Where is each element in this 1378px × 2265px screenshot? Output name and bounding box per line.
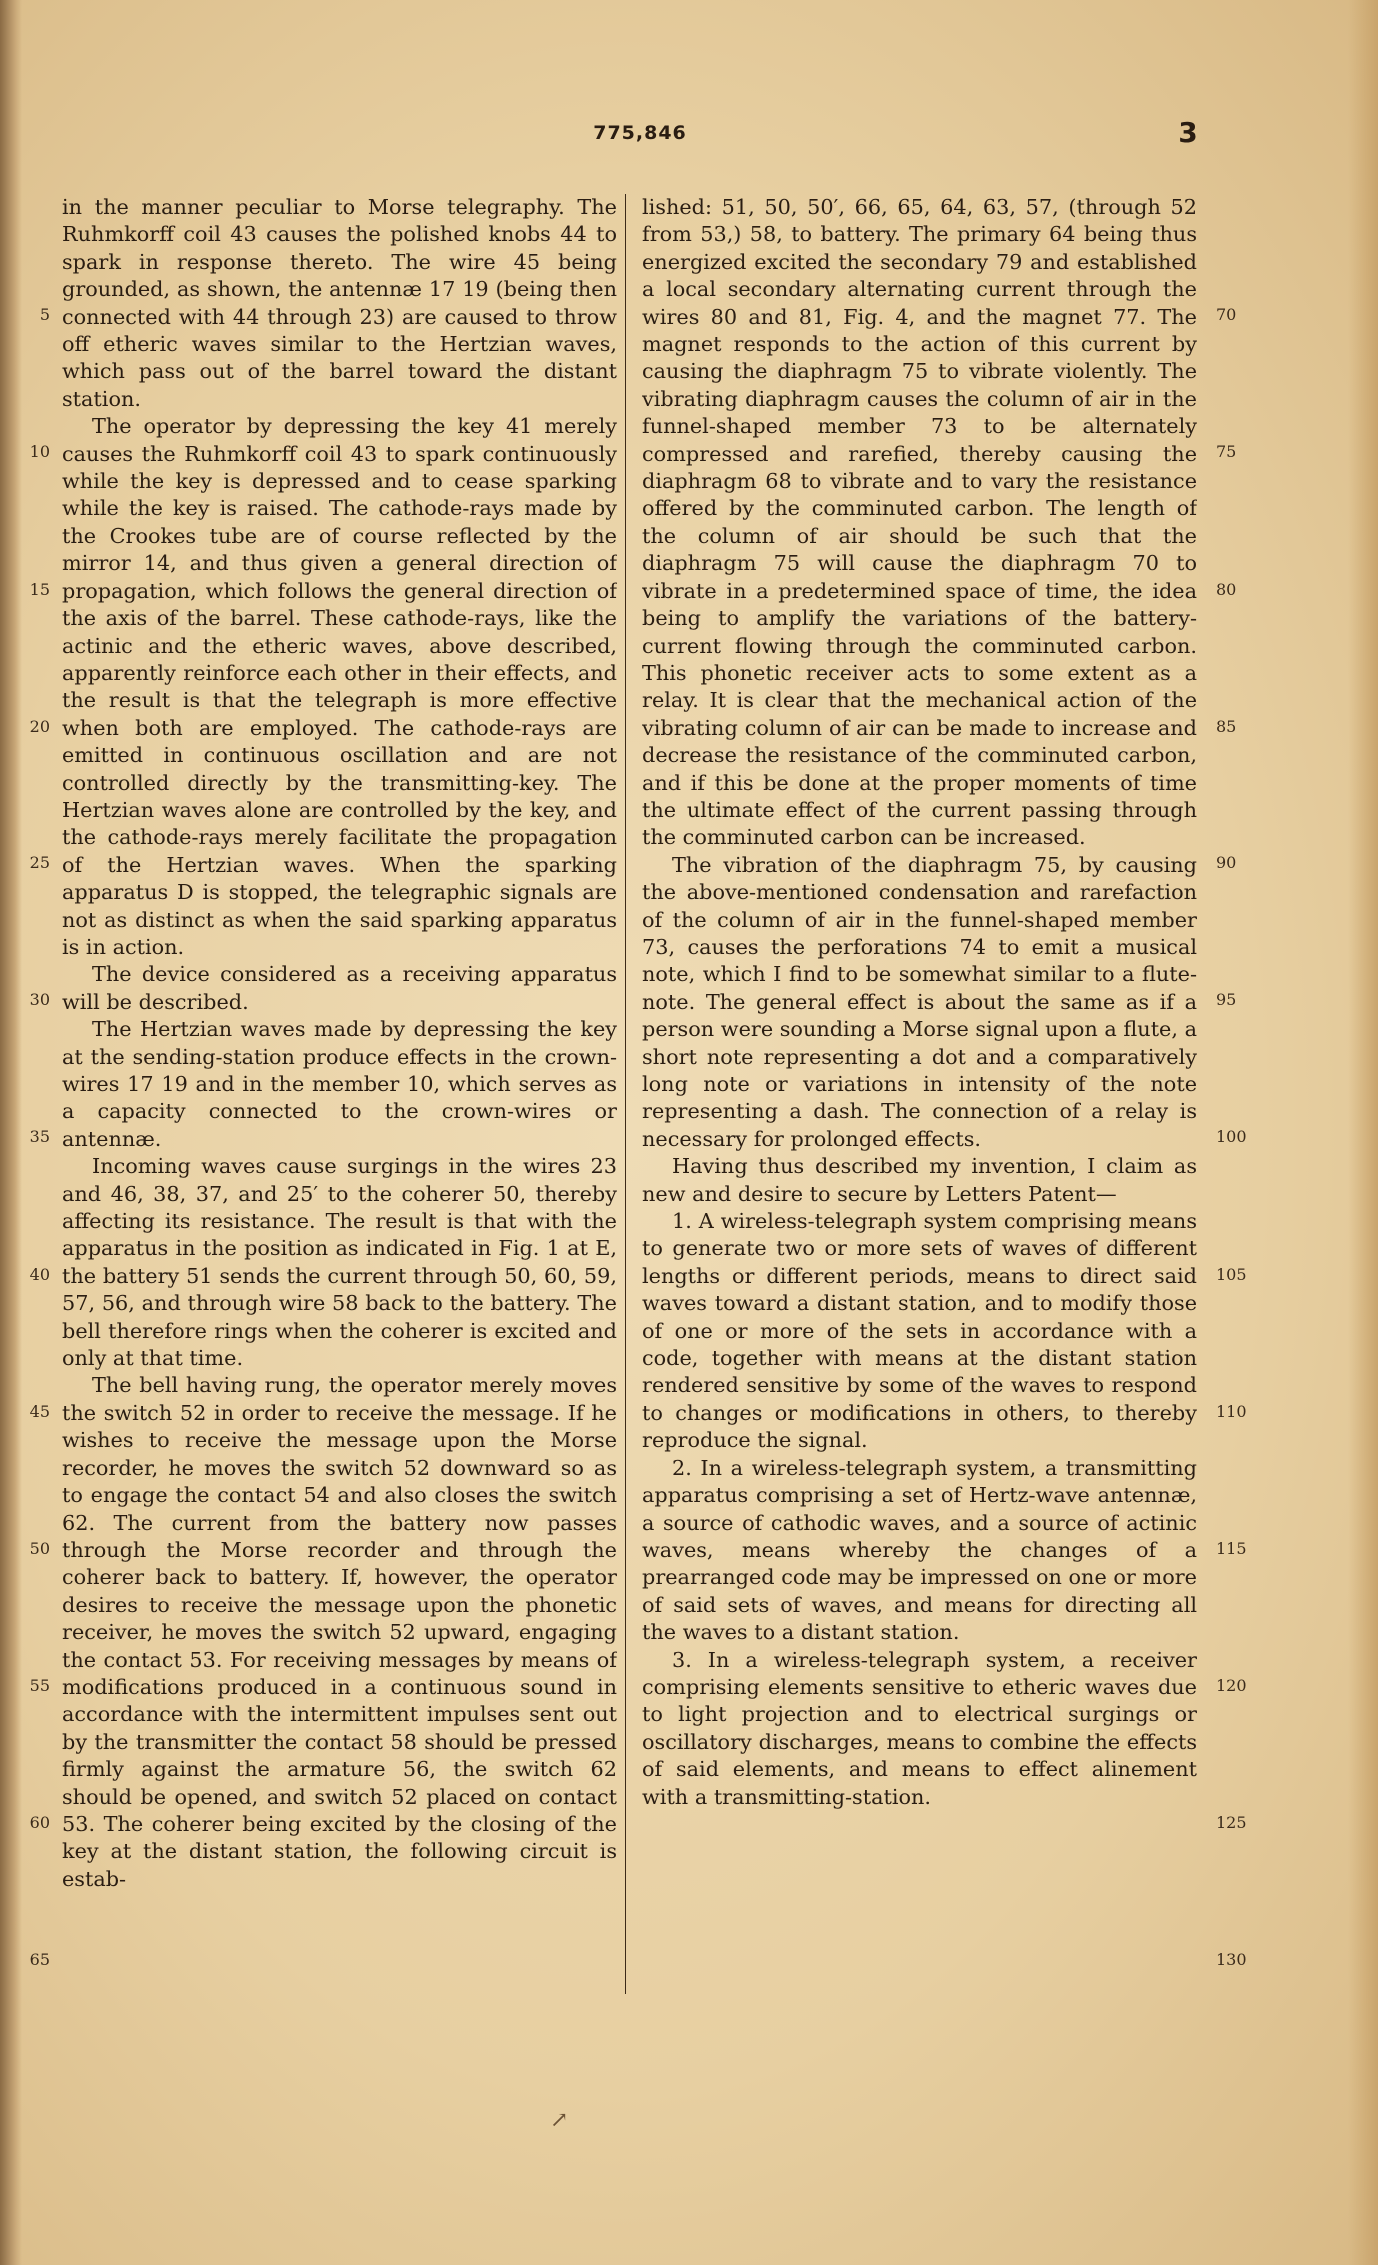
line-number: 80: [1216, 580, 1237, 599]
line-number: 5: [39, 305, 50, 324]
line-number: 70: [1216, 305, 1237, 324]
paragraph: The bell having rung, the operator merely moves the switch 52 in order to receive the message. If he wishes to receive the message upon the Morse recorder, he moves the switch 52 downward so as to engage the contact 54 and also closes the switch 62. The current from the battery now passes through the Morse recorder and through the coherer back to battery. If, however, the operator desires to receive the message upon the phonetic receiver, he moves the switch 52 upward, engaging the contact 53. For receiving messages by means of modifications produced in a continuous sound in accordance with the intermittent impulses sent out by the transmitter the contact 58 should be pressed firmly against the armature 56, the switch 62 should be opened, and switch 52 placed on contact 53. The coherer being excited by the closing of the key at the distant station, the following circuit is estab-: [62, 1373, 617, 1891]
paragraph: Having thus described my invention, I claim as new and desire to secure by Letters Patent—: [642, 1154, 1197, 1206]
paragraph: lished: 51, 50, 50′, 66, 65, 64, 63, 57, (through 52 from 53,) 58, to battery. The primary 64 being thus energized excited the secondary 79 and established a local secondary alternating current through the wires 80 and 81, Fig. 4, and the magnet 77. The magnet responds to the action of this current by causing the diaphragm 75 to vibrate violently. The vibrating diaphragm causes the column of air in the funnel-shaped member 73 to be alternately compressed and rarefied, thereby causing the diaphragm 68 to vibrate and to vary the resistance offered by the comminuted carbon. The length of the column of air should be such that the diaphragm 75 will cause the diaphragm 70 to vibrate in a predetermined space of time, the idea being to amplify the variations of the battery-current flowing through the comminuted carbon. This phonetic receiver acts to some extent as a relay. It is clear that the mechanical action of the vibrating column of air can be made to increase and decrease the resistance of the comminuted carbon, and if this be done at the proper moments of time the ultimate effect of the current passing through the comminuted carbon can be increased.: [642, 195, 1197, 850]
pen-mark-icon: ↗: [550, 2108, 569, 2133]
page-edge-shadow: [1348, 0, 1378, 2265]
line-number: 40: [29, 1265, 50, 1284]
line-number: 95: [1216, 990, 1237, 1009]
paragraph: in the manner peculiar to Morse telegraphy. The Ruhmkorff coil 43 causes the polished knobs 44 to spark in response thereto. The wire 45 being grounded, as shown, the antennæ 17 19 (being then connected with 44 through 23) are caused to throw off etheric waves similar to the Hertzian waves, which pass out of the barrel toward the distant station.: [62, 195, 617, 411]
claim: 3. In a wireless-telegraph system, a receiver comprising elements sensitive to etheric waves due to light projection and to electrical surgings or oscillatory discharges, means to combine the effects of said elements, and means to effect alinement with a transmitting-station.: [642, 1647, 1197, 1809]
line-number: 35: [29, 1127, 50, 1146]
line-number: 125: [1216, 1813, 1247, 1832]
claim: 2. In a wireless-telegraph system, a transmitting apparatus comprising a set of Hertz-wave antennæ, a source of cathodic waves, and a source of actinic waves, means whereby the changes of a prearranged code may be impressed on one or more of said sets of waves, and means for directing all the waves to a distant station.: [642, 1455, 1197, 1645]
line-number: 100: [1216, 1127, 1247, 1146]
line-number: 25: [29, 853, 50, 872]
line-number: 15: [29, 580, 50, 599]
line-number: 55: [29, 1676, 50, 1695]
line-number: 10: [29, 442, 50, 461]
line-number: 130: [1216, 1950, 1247, 1969]
line-number: 50: [29, 1539, 50, 1558]
paragraph: The Hertzian waves made by depressing the key at the sending-station produce effects in the crown-wires 17 19 and in the member 10, which serves as a capacity connected to the crown-wires or antennæ.: [62, 1017, 617, 1151]
patent-number: 775,846: [593, 122, 687, 144]
line-number: 45: [29, 1402, 50, 1421]
line-number: 110: [1216, 1402, 1247, 1421]
line-number: 65: [29, 1950, 50, 1969]
line-number: 120: [1216, 1676, 1247, 1695]
column-divider: [625, 194, 626, 1994]
paragraph: The operator by depressing the key 41 merely causes the Ruhmkorff coil 43 to spark continuously while the key is depressed and to cease sparking while the key is raised. The cathode-rays made by the Crookes tube are of course reflected by the mirror 14, and thus given a general direction of propagation, which follows the general direction of the axis of the barrel. These cathode-rays, like the actinic and the etheric waves, above described, apparently reinforce each other in their effects, and the result is that the telegraph is more effective when both are employed. The cathode-rays are emitted in continuous oscillation and are not controlled directly by the transmitting-key. The Hertzian waves alone are controlled by the key, and the cathode-rays merely facilitate the propagation of the Hertzian waves. When the sparking apparatus D is stopped, the telegraphic signals are not as distinct as when the said sparking apparatus is in action.: [62, 414, 617, 959]
line-number: 85: [1216, 717, 1237, 736]
claim: 1. A wireless-telegraph system comprising means to generate two or more sets of waves of different lengths or different periods, means to direct said waves toward a distant station, and to modify those of one or more of the sets in accordance with a code, together with means at the distant station rendered sensitive by some of the waves to respond to changes or modifications in others, to thereby reproduce the signal.: [642, 1209, 1197, 1453]
line-number: 75: [1216, 442, 1237, 461]
left-column: [62, 194, 617, 1984]
page-number: 3: [1178, 116, 1198, 149]
line-number: 90: [1216, 853, 1237, 872]
line-number: 105: [1216, 1265, 1247, 1284]
paragraph: The device considered as a receiving apparatus will be described.: [62, 962, 617, 1014]
right-column: [642, 194, 1197, 1984]
line-number: 60: [29, 1813, 50, 1832]
line-number: 30: [29, 990, 50, 1009]
line-number: 20: [29, 717, 50, 736]
line-number: 115: [1216, 1539, 1247, 1558]
paragraph: Incoming waves cause surgings in the wires 23 and 46, 38, 37, and 25′ to the coherer 50, thereby affecting its resistance. The result is that with the apparatus in the position as indicated in Fig. 1 at E, the battery 51 sends the current through 50, 60, 59, 57, 56, and through wire 58 back to the battery. The bell therefore rings when the coherer is excited and only at that time.: [62, 1154, 617, 1371]
paragraph: The vibration of the diaphragm 75, by causing the above-mentioned condensation and rarefaction of the column of air in the funnel-shaped member 73, causes the perforations 74 to emit a musical note, which I find to be somewhat similar to a flute-note. The general effect is about the same as if a person were sounding a Morse signal upon a flute, a short note representing a dot and a comparatively long note or variations in intensity of the note representing a dash. The connection of a relay is necessary for prolonged effects.: [642, 852, 1197, 1151]
